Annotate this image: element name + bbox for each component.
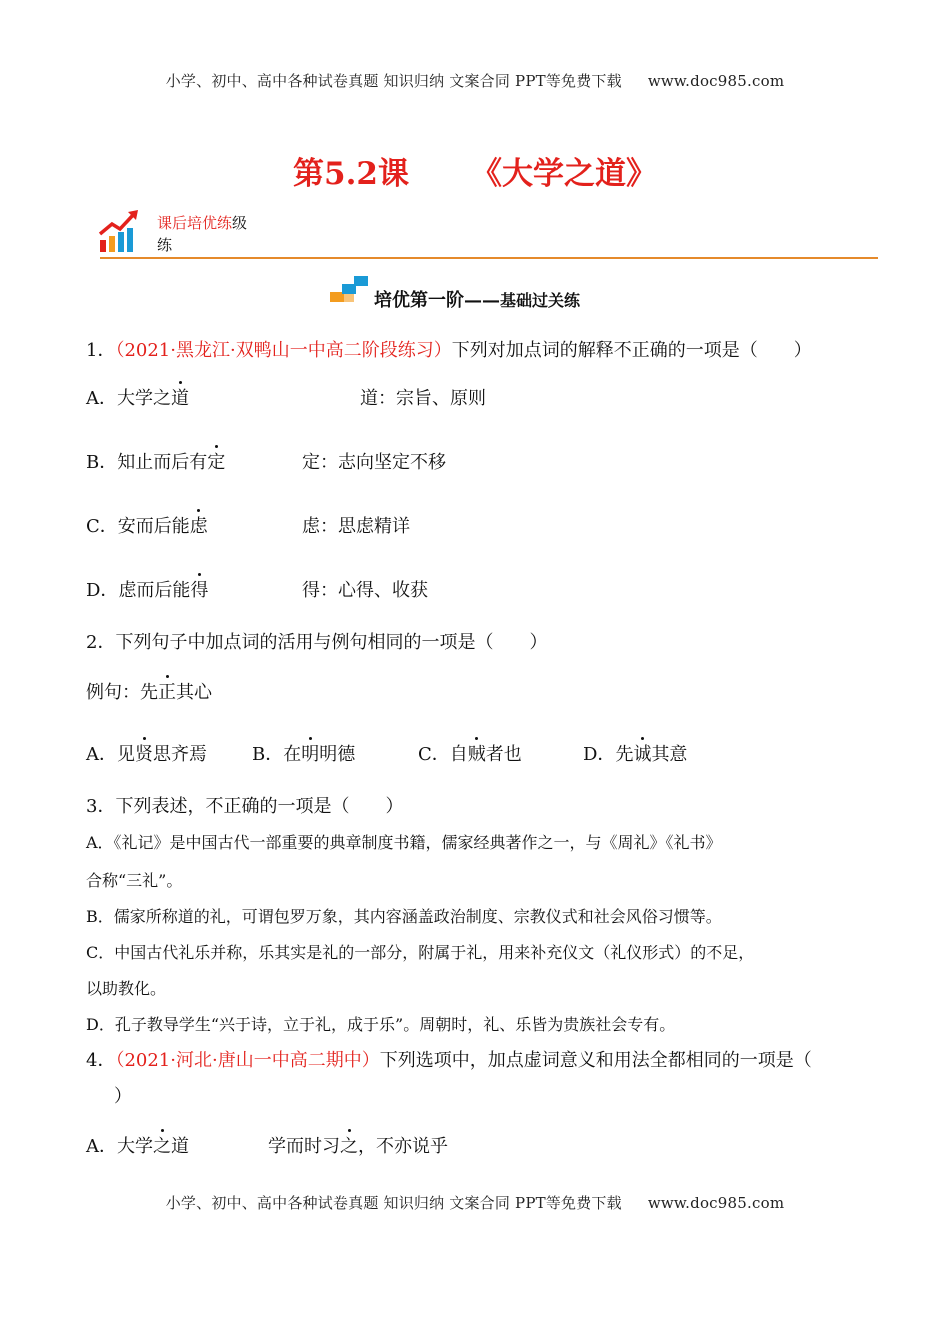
option-text: 明德 [319, 744, 356, 765]
header-url[interactable]: www.doc985.com [647, 72, 785, 90]
header-text: 小学、初中、高中各种试卷真题 知识归纳 文案合同 PPT等免费下载 [165, 72, 622, 90]
q1-option-b [86, 448, 225, 474]
dotted-word: 贼 [468, 740, 486, 766]
q3-option-c-line2: 以助教化。 [86, 979, 167, 998]
dotted-word: 贤 [135, 740, 153, 766]
badge-red-text: 课后培优练 [157, 214, 233, 232]
section-subtitle: 基础过关练 [500, 291, 581, 310]
q3-option-d: D．孔子教导学生“兴于诗，立于礼，成于乐”。周朝时，礼、乐皆为贵族社会专有。 [86, 1015, 676, 1034]
q3-option-c-line1: C．中国古代礼乐并称，乐其实是礼的一部分，附属于礼，用来补充仪文（礼仪形式）的不足， [86, 943, 755, 962]
option-text: 见 [117, 744, 135, 765]
footer-text: 小学、初中、高中各种试卷真题 知识归纳 文案合同 PPT等免费下载 [165, 1194, 622, 1212]
badge-black-text: 级 [232, 214, 248, 232]
question-2-stem: 2．下列句子中加点词的活用与例句相同的一项是（ ） [86, 632, 548, 653]
badge-black-text-2: 练 [157, 236, 173, 254]
q2-example [86, 678, 212, 704]
question-4-stem [86, 1046, 812, 1072]
q1-source: （2021·黑龙江·双鸭山一中高二阶段练习） [115, 340, 452, 361]
option-label: B． [252, 744, 284, 765]
option-label: D． [583, 744, 616, 765]
option-text: 安而后能 [117, 516, 190, 537]
dotted-word: 之 [340, 1132, 358, 1158]
page-title [0, 148, 950, 193]
q1-number: 1． [86, 340, 116, 361]
question-3-stem: 3．下列表述，不正确的一项是（ ） [86, 796, 404, 817]
lesson-number: 第5.2课 [293, 156, 409, 192]
footer-url[interactable]: www.doc985.com [647, 1194, 785, 1212]
option-text: 在 [283, 744, 302, 765]
option-label: C． [418, 744, 450, 765]
q1-option-d [86, 576, 208, 602]
q2-option-d [583, 740, 687, 766]
question-1-stem [86, 336, 812, 362]
dotted-word: 正 [158, 678, 176, 704]
lesson-name: 《大学之道》 [470, 156, 657, 192]
growth-chart-icon [98, 208, 144, 254]
header-divider [100, 257, 878, 259]
steps-icon [328, 274, 372, 304]
option-text: 其意 [651, 744, 688, 765]
q1-option-a [86, 384, 189, 410]
option-text: 大学 [117, 1136, 153, 1157]
q2-option-a [86, 740, 207, 766]
option-text: 者也 [485, 744, 522, 765]
q2-option-c [418, 740, 522, 766]
q4-stem-cont: ） [114, 1086, 132, 1107]
q1-option-c [86, 512, 208, 538]
option-text: 大学之 [117, 388, 171, 409]
page-header [0, 70, 950, 91]
page-footer [0, 1192, 950, 1213]
option-text: ，不亦说乎 [358, 1136, 448, 1157]
option-text: 学而时习 [268, 1136, 340, 1157]
q3-option-b: B．儒家所称道的礼，可谓包罗万象，其内容涵盖政治制度、宗教仪式和社会风俗习惯等。 [86, 907, 722, 926]
option-text: 先 [615, 744, 634, 765]
option-text: 知止而后有 [117, 452, 208, 473]
q4-number: 4． [86, 1050, 116, 1071]
option-text: 思齐焉 [153, 744, 207, 765]
option-label: D． [86, 580, 119, 601]
q4-text: 下列选项中，加点虚词意义和用法全都相同的一项是（ [379, 1050, 812, 1071]
q1-option-c-explain: 虑：思虑精详 [302, 516, 410, 537]
option-label: A． [86, 744, 117, 765]
dotted-word: 虑 [190, 512, 208, 538]
example-text: 例句：先 [86, 682, 158, 703]
example-text: 其心 [176, 682, 212, 703]
dotted-word: 道 [171, 384, 189, 410]
dotted-word: 定 [207, 448, 225, 474]
option-text: 自 [449, 744, 468, 765]
dotted-word: 诚 [633, 740, 651, 766]
q2-option-b [252, 740, 355, 766]
q1-option-d-explain: 得：心得、收获 [302, 580, 428, 601]
q4-source: （2021·河北·唐山一中高二期中） [115, 1050, 380, 1071]
section-title [374, 286, 580, 312]
option-label: C． [86, 516, 118, 537]
q4-option-a [86, 1132, 189, 1158]
dotted-word: 得 [190, 576, 208, 602]
q3-option-a-line1: A．《礼记》是中国古代一部重要的典章制度书籍，儒家经典著作之一，与《周礼》《礼书》 [86, 833, 722, 852]
section-title-main: 培优第一阶—— [374, 290, 500, 311]
dotted-word: 明 [301, 740, 319, 766]
q1-text: 下列对加点词的解释不正确的一项是（ ） [451, 340, 812, 361]
dotted-word: 之 [153, 1132, 171, 1158]
q3-option-a-line2: 合称“三礼”。 [86, 871, 183, 890]
option-text: 道 [171, 1136, 189, 1157]
q4-option-a-compare [268, 1132, 448, 1158]
option-label: B． [86, 452, 118, 473]
badge-label [157, 212, 267, 256]
q1-option-a-explain: 道：宗旨、原则 [360, 388, 486, 409]
option-label: A． [86, 388, 117, 409]
q1-option-b-explain: 定：志向坚定不移 [302, 452, 446, 473]
option-text: 虑而后能 [118, 580, 191, 601]
option-label: A． [86, 1136, 117, 1157]
